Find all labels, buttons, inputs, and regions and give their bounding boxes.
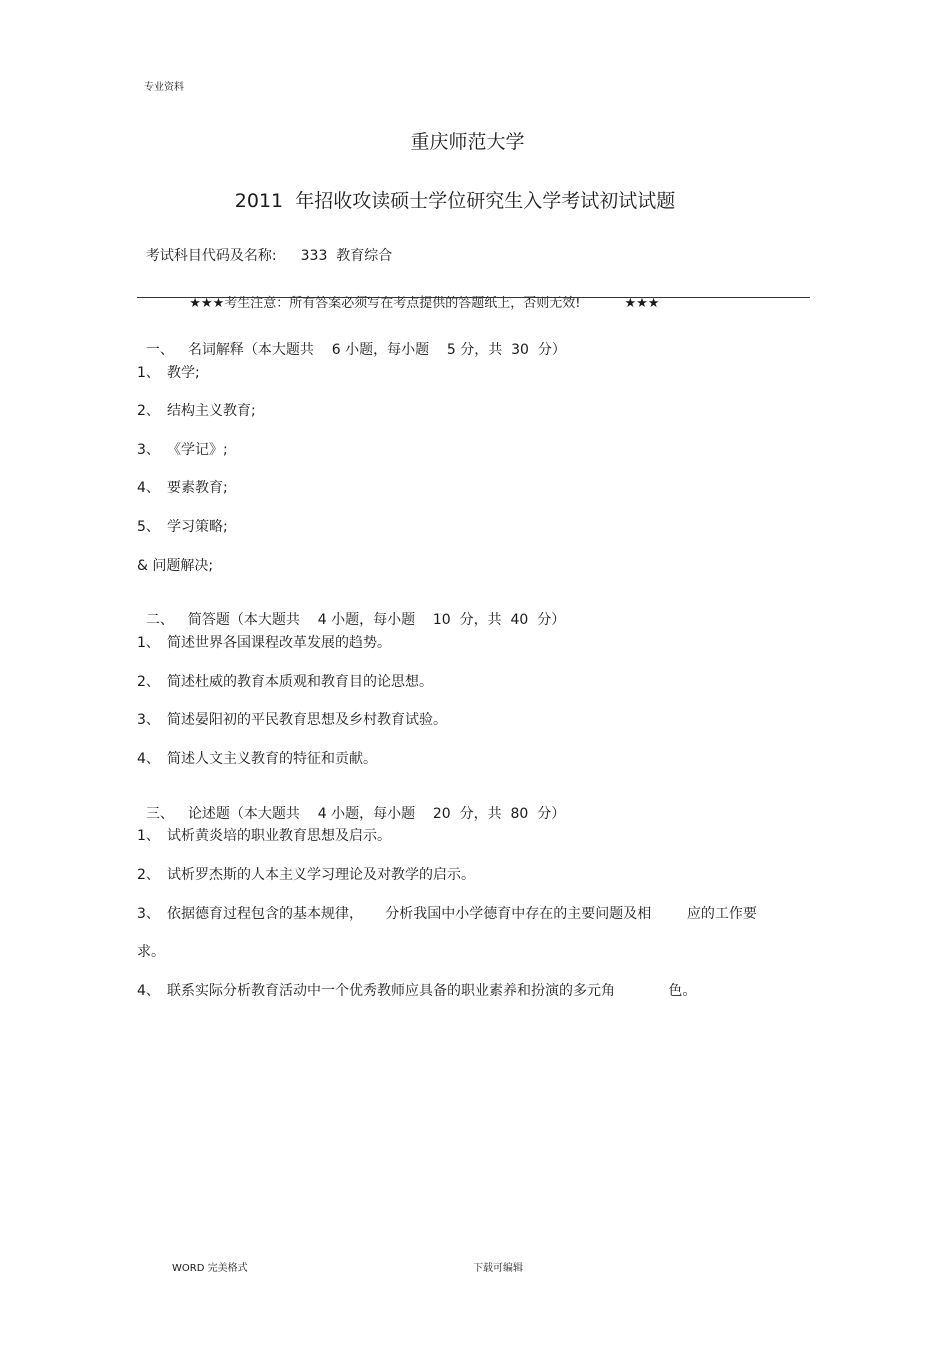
- section-number: 二、: [145, 612, 174, 628]
- question-item: 1、 教学;: [137, 365, 200, 381]
- star-icon-left: ★★★: [189, 296, 225, 311]
- question-item: 2、 试析罗杰斯的人本主义学习理论及对教学的启示。: [137, 867, 475, 883]
- question-item: 3、 《学记》;: [137, 442, 228, 458]
- header-divider: [137, 297, 810, 298]
- footer-left: WORD 完美格式: [172, 1263, 248, 1274]
- question-item: 3、 简述晏阳初的平民教育思想及乡村教育试验。: [137, 712, 447, 728]
- question-item: & 问题解决;: [137, 558, 214, 574]
- question-item: 1、 简述世界各国课程改革发展的趋势。: [137, 635, 391, 651]
- university-title: 重庆师范大学: [410, 131, 525, 153]
- star-icon-right: ★★★: [624, 296, 660, 311]
- question-item: 5、 学习策略;: [137, 519, 228, 535]
- section-number: 一、: [145, 342, 174, 358]
- question-item: 2、 简述杜威的教育本质观和教育目的论思想。: [137, 674, 433, 690]
- footer-right: 下载可编辑: [473, 1263, 523, 1274]
- notice-text: 考生注意：所有答案必须写在考点提供的答题纸上，否则无效!: [224, 296, 581, 311]
- question-continuation: 求。: [137, 944, 165, 960]
- section-heading-2: [137, 593, 565, 629]
- question-item: 4、 联系实际分析教育活动中一个优秀教师应具备的职业素养和扮演的多元角 色。: [137, 983, 697, 999]
- question-item: 2、 结构主义教育;: [137, 403, 256, 419]
- section-heading-1: [137, 323, 566, 359]
- section-title: 简答题（本大题共 4 小题，每小题 10 分，共 40 分）: [187, 612, 566, 628]
- subject-value: 333 教育综合: [300, 248, 393, 264]
- question-item: 4、 要素教育;: [137, 480, 228, 496]
- header-label: 专业资料: [144, 82, 184, 93]
- subject-line: [137, 229, 392, 265]
- section-title: 名词解释（本大题共 6 小题，每小题 5 分，共 30 分）: [187, 342, 566, 358]
- subject-label: 考试科目代码及名称:: [145, 248, 277, 264]
- question-item: 4、 简述人文主义教育的特征和贡献。: [137, 751, 377, 767]
- question-item: 3、 依据德育过程包含的基本规律， 分析我国中小学德育中存在的主要问题及相 应的工作要: [137, 906, 757, 922]
- question-item: 1、 试析黄炎培的职业教育思想及启示。: [137, 828, 391, 844]
- section-number: 三、: [145, 806, 174, 822]
- notice-line: [181, 277, 659, 311]
- section-title: 论述题（本大题共 4 小题，每小题 20 分，共 80 分）: [187, 806, 566, 822]
- section-heading-3: [137, 787, 565, 823]
- exam-title: 2011 年招收攻读硕士学位研究生入学考试初试试题: [234, 190, 676, 212]
